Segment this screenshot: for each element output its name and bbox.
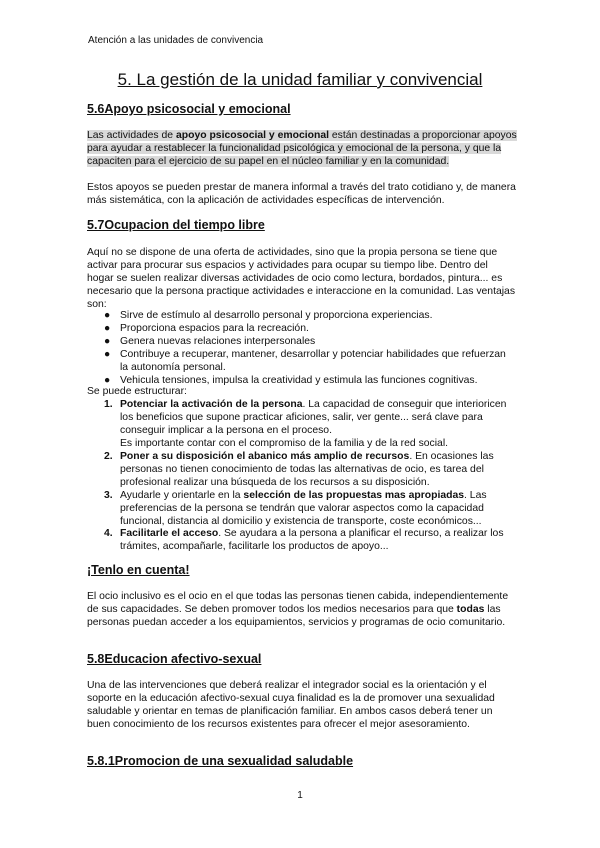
paragraph-5-6-text-a: Las actividades de (87, 130, 176, 141)
bullet-icon: ● (104, 349, 111, 360)
bullet-icon: ● (104, 375, 111, 386)
paragraph-5-7-intro: Aquí no se dispone de una oferta de actividades, sino que la propia persona se tiene que activar para procurar sus espacios y actividades para ocupar su tiempo libe. Dentro del hogar se suelen realizar diversas actividades de ocio como lectura, bordados, pintura... es necesario que la persona practique actividades e interaccione en la comunidad. Las ventajas son: (87, 247, 516, 310)
paragraph-5-6-second: Estos apoyos se pueden prestar de manera informal a través del trato cotidiano y, de manera más sistemática, con la aplicación de actividades específicas de intervención. (87, 182, 516, 206)
bullet-icon: ● (104, 336, 111, 347)
paragraph-5-6-intro (87, 129, 517, 168)
structure-intro: Se puede estructurar: (87, 386, 187, 397)
note-paragraph: El ocio inclusivo es el ocio en el que todas las personas tienen cabida, independientemente de sus capacidades. Se deben promover todos los medios necesarios para que todas las personas puedan acceder a los equipamientos, servicios y programas de ocio comunitario. (87, 591, 509, 628)
paragraph-5-8: Una de las intervenciones que deberá realizar el integrador social es la orientación y el soporte en la educación afectivo-sexual cuya finalidad es la de promover una sexualidad saludable y orientar en temas de planificación familiar. En ambos casos deberá tener un buen conocimiento de los recursos existentes para ofrecer el mejor asesoramiento. (87, 680, 495, 730)
section-heading-5-7: 5.7Ocupacion del tiempo libre (87, 218, 265, 232)
section-heading-5-6: 5.6Apoyo psicosocial y emocional (87, 102, 291, 116)
document-page: Atención a las unidades de convivencia 5. La gestión de la unidad familiar y convivencial 5.6Apoyo psicosocial y emocional Las actividades de apoyo psicosocial y emocional están destinadas a proporcionar apoyos para ayudar a restablecer la funcionalidad psicológica y emocional de la persona, y que la capaciten para el ejercicio de su papel en el núcleo familiar y en la comunidad. Estos apoyos se pueden prestar de manera informal a través del trato cotidiano y, de manera más sistemática, con la aplicación de actividades específicas de intervención. 5.7Ocupacion del tiempo libre Aquí no se dispone de una oferta de actividades, sino que la propia persona se tiene que activar para procurar sus espacios y actividades para ocupar su tiempo libe. Dentro del hogar se suelen realizar diversas actividades de ocio como lectura, bordados, pintura... es necesario que la persona practique actividades e interaccione en la comunidad. Las ventajas son: ● Sirve de estímulo al desarrollo personal y proporciona experiencias. ● Proporciona espacios para la recreación. ● Genera nuevas relaciones interpersonales ● Contribuye a recuperar, mantener, desarrollar y potenciar habilidades que refuerzan la autonomía personal. ● Vehicula tensiones, impulsa la creatividad y estimula las funciones cognitivas. Se puede estructurar: 1. Potenciar la activación de la persona. La capacidad de conseguir que interioricen los beneficios que supone practicar aficiones, salir, ver gente... será clave para conseguir implicar a la persona en el proceso. Es importante contar con el compromiso de la familia y de la red social. 2. Poner a su disposición el abanico más amplio de recursos. En ocasiones las personas no tienen conocimiento de todas las alternativas de ocio, es tarea del profesional realizar una búsqueda de los recursos a su disposición. 3. Ayudarle y orientarle en la selección de las propuestas mas apropiadas. Las preferencias de la persona se tendrán que valorar aspectos como la capacidad funcional, distancia al domicilio y existencia de transporte, coste económicos... 4. Facilitarle el acceso. Se ayudara a la persona a planificar el recurso, a realizar los trámites, acompañarle, facilitarle los productos de apoyo... ¡Tenlo en cuenta! El ocio inclusivo es el ocio en el que todas las personas tienen cabida, independientemente de sus capacidades. Se deben promover todos los medios necesarios para que todas las personas puedan acceder a los equipamientos, servicios y programas de ocio comunitario. 5.8Educacion afectivo-sexual Una de las intervenciones que deberá realizar el integrador social es la orientación y el soporte en la educación afectivo-sexual cuya finalidad es la de promover una sexualidad saludable y orientar en temas de planificación familiar. En ambos casos deberá tener un buen conocimiento de los recursos existentes para ofrecer el mejor asesoramiento. 5.8.1Promocion de una sexualidad saludable 1 (0, 0, 600, 848)
section-heading-5-8-1: 5.8.1Promocion de una sexualidad saludable (87, 754, 354, 768)
page-number: 1 (297, 790, 303, 801)
running-header: Atención a las unidades de convivencia (88, 35, 264, 46)
paragraph-5-6-text-c: están destinadas a proporcionar apoyos para ayudar a restablecer la funcionalidad psicológica y emocional de la persona, y que la capaciten para el ejercicio de su papel en el núcleo familiar y en la comunidad. (87, 130, 517, 167)
note-bold: todas (456, 604, 485, 615)
note-heading: ¡Tenlo en cuenta! (87, 563, 190, 577)
paragraph-5-6-bold: apoyo psicosocial y emocional (175, 130, 329, 141)
chapter-title: 5. La gestión de la unidad familiar y convivencial (117, 70, 483, 89)
bullet-icon: ● (104, 310, 111, 321)
section-heading-5-8: 5.8Educacion afectivo-sexual (87, 652, 262, 666)
bullet-icon: ● (104, 323, 111, 334)
